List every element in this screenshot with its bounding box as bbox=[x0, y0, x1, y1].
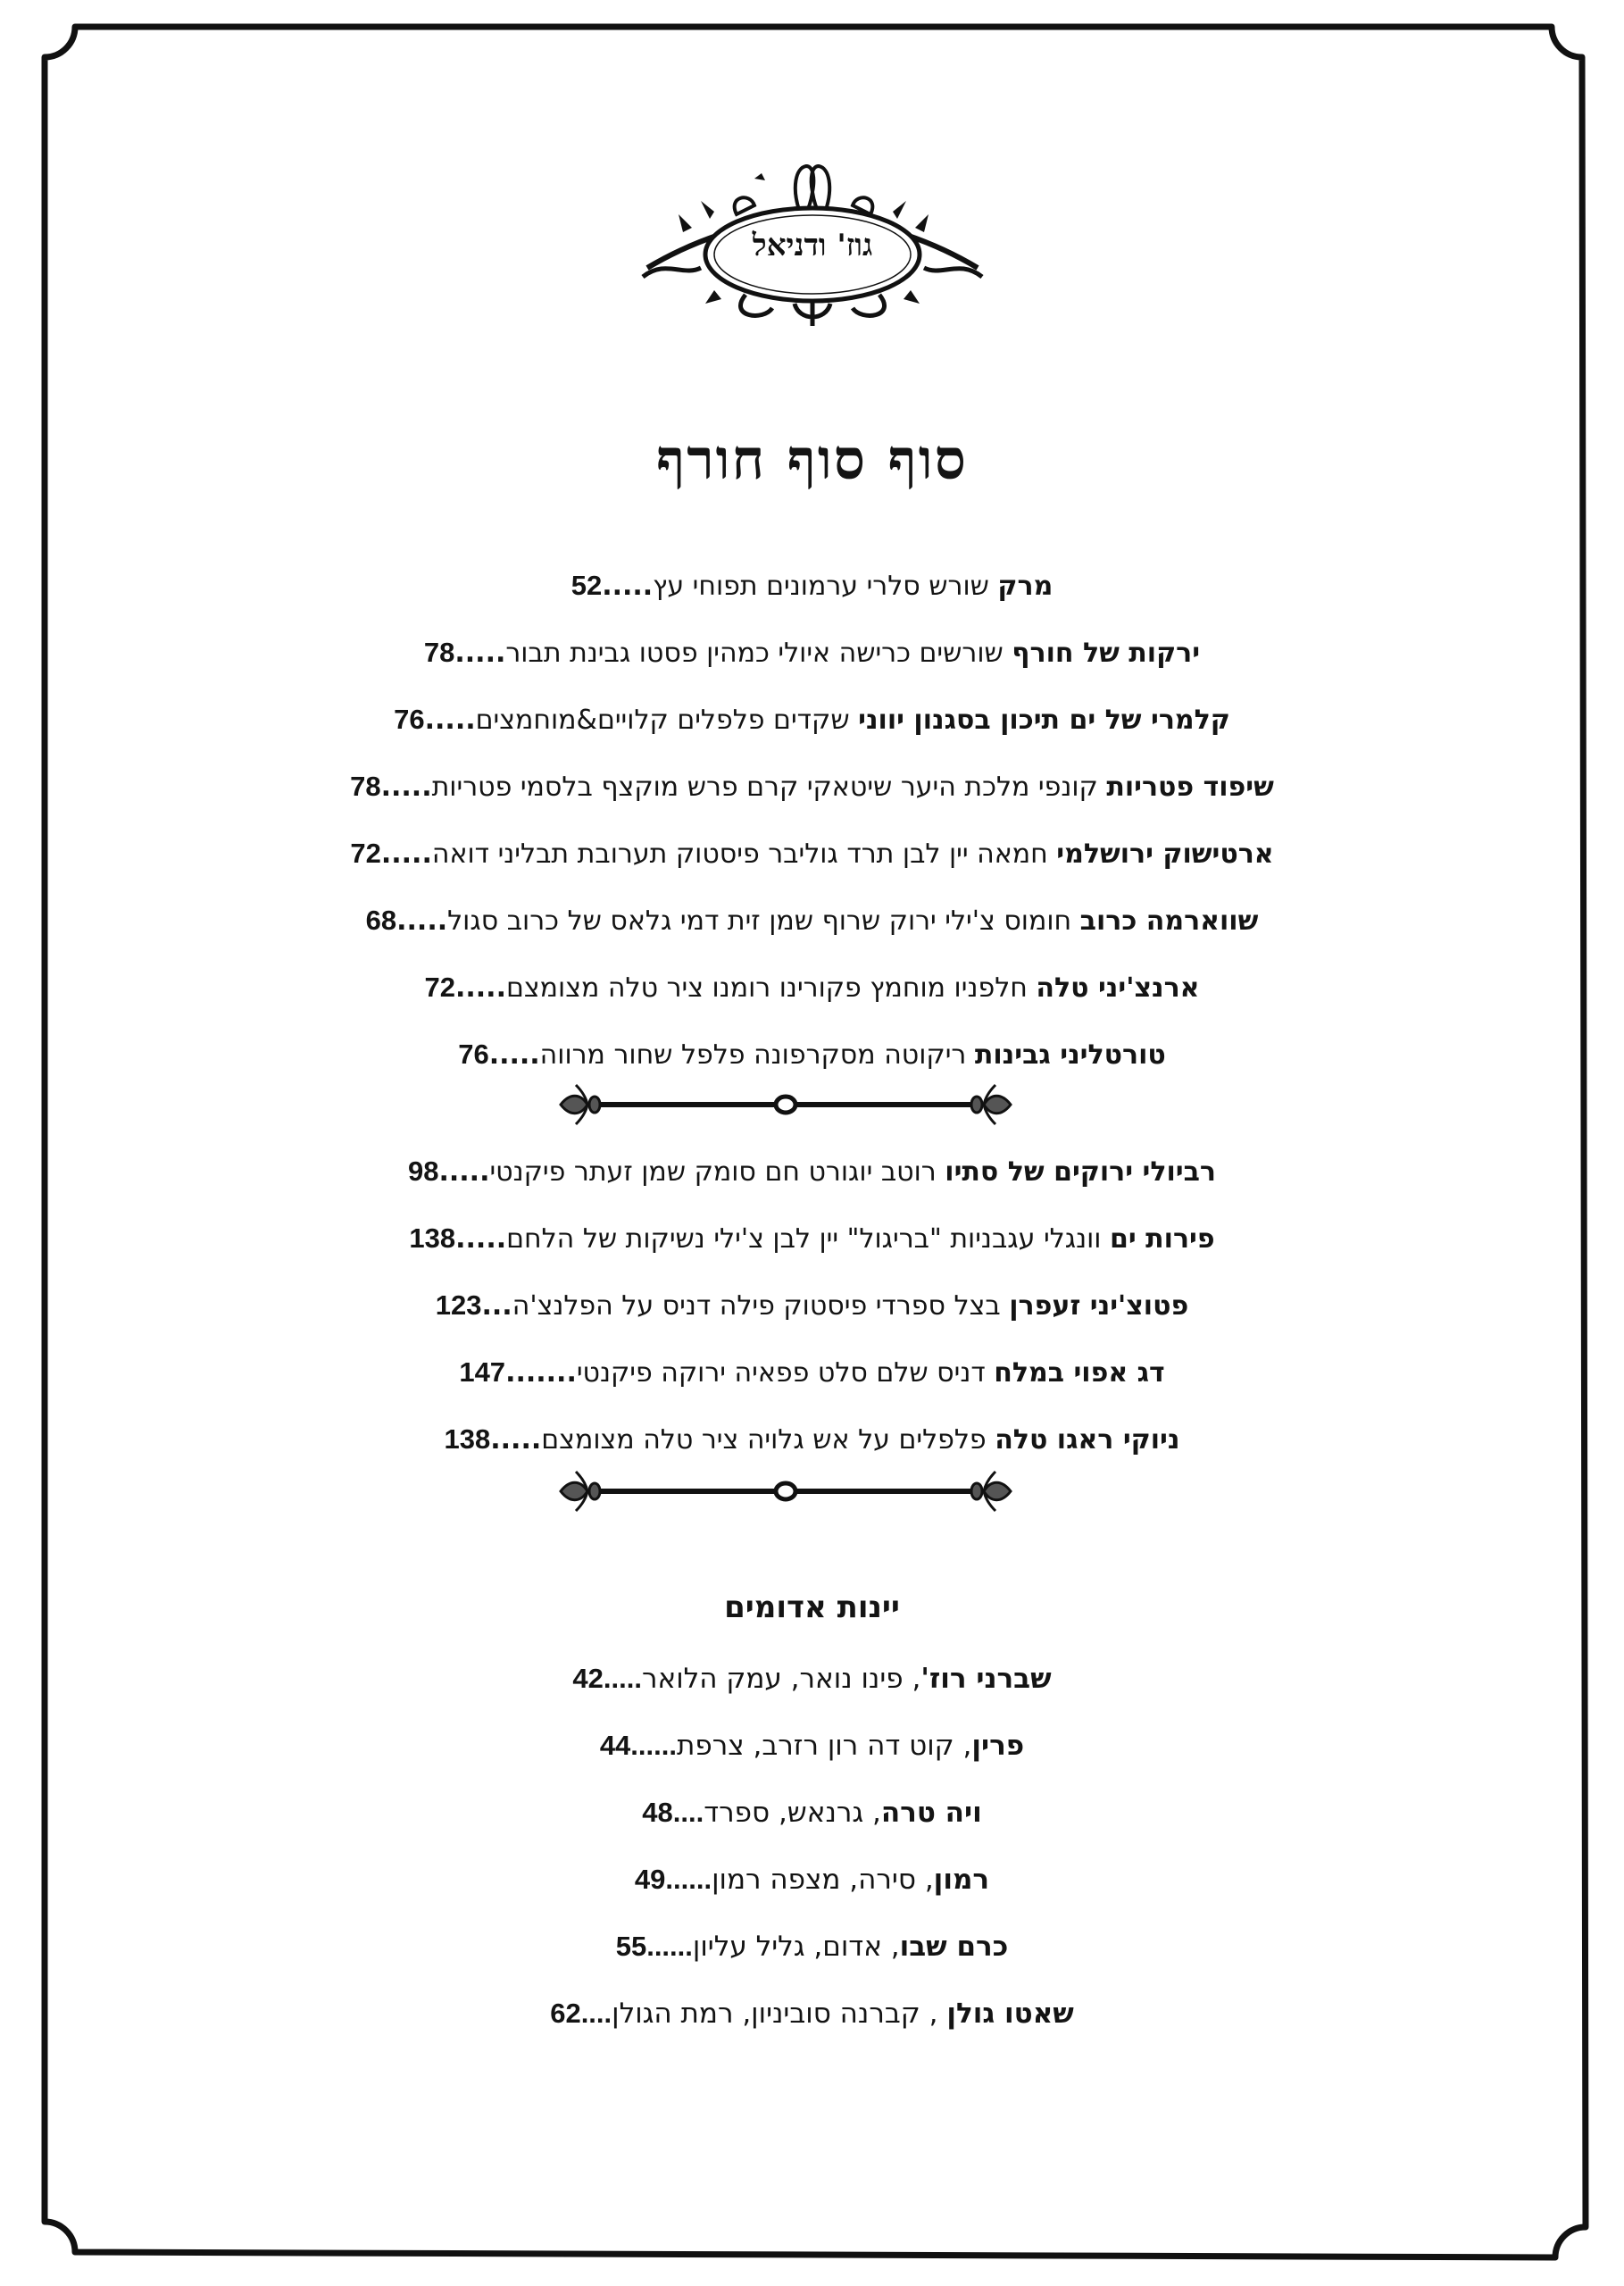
price: 76 bbox=[394, 704, 425, 735]
menu-item: מרק שורש סלרי ערמונים תפוחי עץ.....52 bbox=[570, 570, 1054, 602]
dishes-section-mains bbox=[0, 1154, 1624, 1489]
ornamental-divider bbox=[554, 1082, 1018, 1127]
price: 76 bbox=[458, 1039, 489, 1070]
wine-item: כרם שבו, אדום, גליל עליון......55 bbox=[615, 1931, 1009, 1963]
price: 72 bbox=[424, 972, 455, 1003]
menu-item: פירות ים וונגלי עגבניות "בריגול" יין לבן צ'ילי נשיקות של הלחם.....138 bbox=[409, 1222, 1215, 1255]
wine-item: שאטו גולן , קברנה סוביניון, רמת הגולן....62 bbox=[550, 1998, 1074, 2030]
price: 68 bbox=[365, 905, 397, 936]
price: 123 bbox=[435, 1289, 482, 1321]
price: 147 bbox=[459, 1356, 506, 1388]
price: 55 bbox=[615, 1931, 647, 1962]
wine-item: רמון, סירה, מצפה רמון......49 bbox=[634, 1864, 990, 1896]
menu-item: קלמרי של ים תיכון בסגנון יווני שקדים פלפלים קלויים&מוחמצים.....76 bbox=[394, 704, 1230, 736]
menu-item: שווארמה כרוב חומוס צ'ילי ירוק שרוף שמן זית דמי גלאס של כרוב סגול.....68 bbox=[365, 905, 1259, 937]
menu-item: ארטישוק ירושלמי חמאה יין לבן תרד גוליבר פיסטוק תערובת תבליני דואה.....72 bbox=[350, 838, 1274, 870]
wines-list bbox=[0, 1661, 1624, 2063]
wine-item: שברני רוז', פינו נואר, עמק הלואר.....42 bbox=[572, 1663, 1052, 1695]
price: 44 bbox=[599, 1730, 631, 1761]
divider-flourish-icon bbox=[554, 1469, 1018, 1514]
price: 62 bbox=[550, 1998, 581, 2029]
menu-item: ארנצ'יני טלה חלפניו מוחמץ פקורינו רומנו ציר טלה מצומצם.....72 bbox=[424, 972, 1200, 1004]
price: 72 bbox=[350, 838, 381, 869]
price: 42 bbox=[572, 1663, 604, 1694]
wines-section-title: יינות אדומים bbox=[724, 1589, 900, 1625]
price: 98 bbox=[408, 1156, 439, 1187]
price: 138 bbox=[444, 1423, 491, 1455]
menu-item: פטוצ'יני זעפרן בצל ספרדי פיסטוק פילה דניס על הפלנצ'ה...123 bbox=[435, 1289, 1189, 1322]
menu-title: סוף סוף חורף bbox=[656, 427, 968, 492]
ornamental-divider bbox=[554, 1469, 1018, 1514]
dishes-section-starters bbox=[0, 568, 1624, 1104]
divider-flourish-icon bbox=[554, 1082, 1018, 1127]
menu-item: ניוקי ראגו טלה פלפלים על אש גלויה ציר טלה מצומצם.....138 bbox=[444, 1423, 1180, 1456]
wine-item: פרין, קוט דה רון רזרב, צרפת......44 bbox=[599, 1730, 1025, 1762]
restaurant-logo bbox=[629, 143, 995, 330]
price: 78 bbox=[423, 637, 455, 668]
wine-item: ויה טרה, גרנאש, ספרד....48 bbox=[642, 1797, 982, 1829]
menu-item: רביולי ירוקים של סתיו רוטב יוגורט חם סומק שמן זעתר פיקנטי.....98 bbox=[408, 1156, 1216, 1188]
menu-item: דג אפוי במלח דניס שלם סלט פפאיה ירוקה פיקנטי.......147 bbox=[459, 1356, 1165, 1389]
menu-item: שיפוד פטריות קונפי מלכת היער שיטאקי קרם פרש מוקצף בלסמי פטריות.....78 bbox=[350, 771, 1274, 803]
price: 138 bbox=[409, 1222, 456, 1254]
logo-text: גוז' ודניאל bbox=[752, 228, 873, 263]
price: 48 bbox=[642, 1797, 673, 1828]
menu-item: ירקות של חורף שורשים כרישה איולי כמהין פסטו גבינת תבור.....78 bbox=[423, 637, 1201, 669]
price: 52 bbox=[570, 570, 603, 601]
price: 78 bbox=[350, 771, 381, 802]
price: 49 bbox=[634, 1864, 666, 1895]
menu-item: טורטליני גבינות ריקוטה מסקרפונה פלפל שחור מרווה.....76 bbox=[458, 1039, 1166, 1071]
